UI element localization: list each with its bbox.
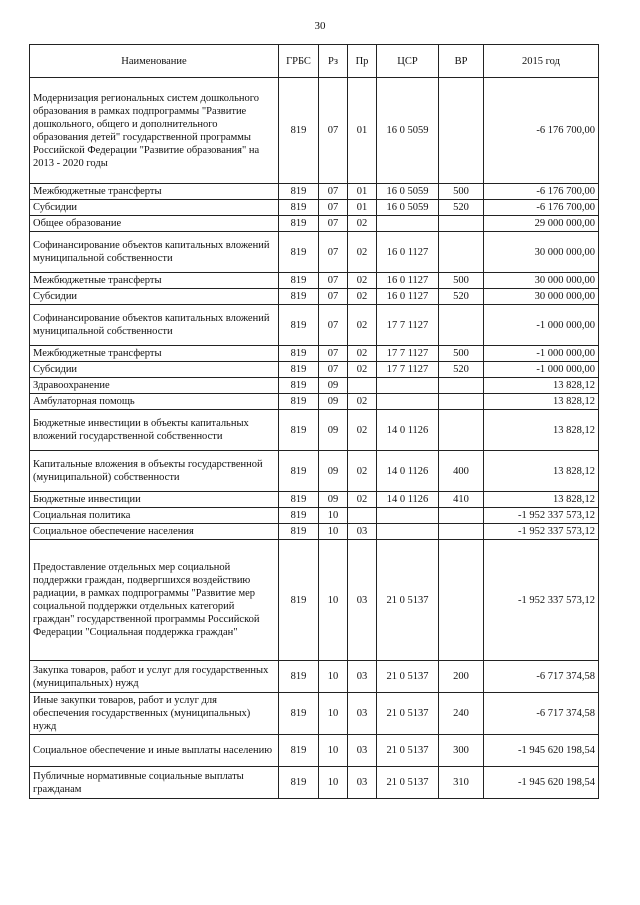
cell-pr: 02	[348, 492, 377, 508]
table-row	[30, 200, 599, 216]
cell-amount: -6 717 374,58	[484, 661, 599, 693]
cell-amount: -1 945 620 198,54	[484, 767, 599, 799]
cell-vr: 500	[439, 273, 484, 289]
cell-csr: 16 0 1127	[377, 273, 439, 289]
cell-vr	[439, 216, 484, 232]
cell-grbs: 819	[279, 410, 319, 451]
cell-name: Субсидии	[30, 362, 279, 378]
cell-rz: 10	[319, 661, 348, 693]
table-row	[30, 394, 599, 410]
cell-pr: 03	[348, 767, 377, 799]
table-row	[30, 540, 599, 661]
cell-csr: 14 0 1126	[377, 410, 439, 451]
cell-amount: -1 945 620 198,54	[484, 735, 599, 767]
table-row	[30, 767, 599, 799]
cell-amount: -1 000 000,00	[484, 305, 599, 346]
cell-name: Межбюджетные трансферты	[30, 346, 279, 362]
cell-csr: 21 0 5137	[377, 661, 439, 693]
cell-rz: 09	[319, 410, 348, 451]
cell-grbs: 819	[279, 184, 319, 200]
cell-amount: -1 952 337 573,12	[484, 508, 599, 524]
cell-csr: 16 0 5059	[377, 78, 439, 184]
cell-vr: 520	[439, 289, 484, 305]
table-row	[30, 273, 599, 289]
header-csr: ЦСР	[377, 45, 439, 78]
cell-amount: -6 176 700,00	[484, 78, 599, 184]
cell-rz: 10	[319, 767, 348, 799]
table-row	[30, 346, 599, 362]
cell-amount: -1 000 000,00	[484, 346, 599, 362]
cell-csr: 14 0 1126	[377, 451, 439, 492]
cell-pr: 02	[348, 362, 377, 378]
cell-csr	[377, 216, 439, 232]
cell-csr: 17 7 1127	[377, 362, 439, 378]
cell-amount: 13 828,12	[484, 492, 599, 508]
cell-amount: 13 828,12	[484, 394, 599, 410]
cell-vr: 300	[439, 735, 484, 767]
cell-amount: 13 828,12	[484, 378, 599, 394]
cell-csr: 21 0 5137	[377, 735, 439, 767]
cell-amount: -1 952 337 573,12	[484, 540, 599, 661]
cell-pr: 02	[348, 305, 377, 346]
table-row	[30, 524, 599, 540]
cell-pr: 02	[348, 232, 377, 273]
header-name: Наименование	[30, 45, 279, 78]
cell-name: Модернизация региональных систем дошкольного образования в рамках подпрограммы "Развитие дошкольного, общего и дополнительного образования детей" государственной программы Российской Федерации "Развитие образования" на 2013 - 2020 годы	[30, 78, 279, 184]
cell-name: Амбулаторная помощь	[30, 394, 279, 410]
cell-csr: 16 0 5059	[377, 200, 439, 216]
cell-grbs: 819	[279, 492, 319, 508]
cell-name: Закупка товаров, работ и услуг для государственных (муниципальных) нужд	[30, 661, 279, 693]
cell-amount: 13 828,12	[484, 410, 599, 451]
cell-name: Публичные нормативные социальные выплаты гражданам	[30, 767, 279, 799]
cell-grbs: 819	[279, 508, 319, 524]
cell-csr: 17 7 1127	[377, 305, 439, 346]
cell-csr: 17 7 1127	[377, 346, 439, 362]
cell-vr	[439, 410, 484, 451]
cell-amount: 30 000 000,00	[484, 232, 599, 273]
cell-vr: 500	[439, 346, 484, 362]
cell-name: Общее образование	[30, 216, 279, 232]
cell-pr: 03	[348, 735, 377, 767]
cell-rz: 09	[319, 394, 348, 410]
cell-vr: 240	[439, 693, 484, 735]
cell-vr: 520	[439, 362, 484, 378]
cell-pr: 01	[348, 78, 377, 184]
cell-amount: -6 176 700,00	[484, 200, 599, 216]
cell-pr: 02	[348, 273, 377, 289]
cell-vr	[439, 394, 484, 410]
cell-vr	[439, 524, 484, 540]
header-grbs: ГРБС	[279, 45, 319, 78]
header-pr: Пр	[348, 45, 377, 78]
cell-pr: 03	[348, 524, 377, 540]
cell-vr: 410	[439, 492, 484, 508]
cell-vr	[439, 305, 484, 346]
cell-rz: 10	[319, 693, 348, 735]
cell-pr: 01	[348, 200, 377, 216]
cell-name: Социальное обеспечение и иные выплаты населению	[30, 735, 279, 767]
cell-rz: 10	[319, 540, 348, 661]
cell-grbs: 819	[279, 232, 319, 273]
cell-rz: 09	[319, 378, 348, 394]
cell-pr: 03	[348, 693, 377, 735]
cell-rz: 07	[319, 184, 348, 200]
cell-grbs: 819	[279, 693, 319, 735]
cell-vr	[439, 378, 484, 394]
cell-pr: 03	[348, 540, 377, 661]
cell-pr: 01	[348, 184, 377, 200]
cell-amount: -6 176 700,00	[484, 184, 599, 200]
cell-csr: 16 0 1127	[377, 289, 439, 305]
cell-grbs: 819	[279, 216, 319, 232]
cell-csr	[377, 394, 439, 410]
cell-pr: 02	[348, 216, 377, 232]
cell-grbs: 819	[279, 289, 319, 305]
cell-name: Предоставление отдельных мер социальной поддержки граждан, подвергшихся воздействию радиации, в рамках подпрограммы "Развитие мер социальной поддержки отдельных категорий граждан" государственной программы Российской Федерации "Социальная поддержка граждан"	[30, 540, 279, 661]
cell-pr: 02	[348, 451, 377, 492]
cell-grbs: 819	[279, 540, 319, 661]
table-row	[30, 216, 599, 232]
cell-grbs: 819	[279, 346, 319, 362]
cell-rz: 10	[319, 524, 348, 540]
table-row	[30, 508, 599, 524]
cell-vr	[439, 78, 484, 184]
cell-name: Субсидии	[30, 289, 279, 305]
cell-name: Бюджетные инвестиции в объекты капитальных вложений государственной собственности	[30, 410, 279, 451]
table-row	[30, 378, 599, 394]
cell-name: Социальное обеспечение населения	[30, 524, 279, 540]
cell-pr: 03	[348, 661, 377, 693]
cell-vr: 500	[439, 184, 484, 200]
cell-rz: 09	[319, 492, 348, 508]
budget-table	[29, 44, 599, 799]
cell-pr	[348, 378, 377, 394]
cell-name: Софинансирование объектов капитальных вложений муниципальной собственности	[30, 232, 279, 273]
cell-amount: 30 000 000,00	[484, 273, 599, 289]
cell-amount: 13 828,12	[484, 451, 599, 492]
table-row	[30, 184, 599, 200]
cell-name: Здравоохранение	[30, 378, 279, 394]
cell-csr: 16 0 1127	[377, 232, 439, 273]
cell-csr: 21 0 5137	[377, 540, 439, 661]
cell-grbs: 819	[279, 451, 319, 492]
table-row	[30, 410, 599, 451]
cell-pr: 02	[348, 346, 377, 362]
cell-amount: 30 000 000,00	[484, 289, 599, 305]
table-row	[30, 362, 599, 378]
table-row	[30, 693, 599, 735]
table-row	[30, 451, 599, 492]
page-number: 30	[314, 20, 326, 32]
cell-name: Субсидии	[30, 200, 279, 216]
table-row	[30, 735, 599, 767]
header-vr: ВР	[439, 45, 484, 78]
cell-rz: 07	[319, 305, 348, 346]
cell-grbs: 819	[279, 378, 319, 394]
table-row	[30, 492, 599, 508]
cell-grbs: 819	[279, 273, 319, 289]
cell-grbs: 819	[279, 661, 319, 693]
cell-rz: 07	[319, 289, 348, 305]
cell-vr	[439, 508, 484, 524]
cell-vr: 400	[439, 451, 484, 492]
table-row	[30, 78, 599, 184]
cell-vr: 520	[439, 200, 484, 216]
cell-grbs: 819	[279, 78, 319, 184]
cell-pr	[348, 508, 377, 524]
cell-grbs: 819	[279, 200, 319, 216]
cell-csr: 21 0 5137	[377, 693, 439, 735]
cell-grbs: 819	[279, 735, 319, 767]
header-rz: Рз	[319, 45, 348, 78]
table-header-row	[30, 45, 599, 78]
cell-csr: 14 0 1126	[377, 492, 439, 508]
cell-name: Софинансирование объектов капитальных вложений муниципальной собственности	[30, 305, 279, 346]
cell-rz: 09	[319, 451, 348, 492]
cell-vr	[439, 540, 484, 661]
cell-name: Бюджетные инвестиции	[30, 492, 279, 508]
cell-rz: 07	[319, 346, 348, 362]
cell-csr: 21 0 5137	[377, 767, 439, 799]
cell-name: Капитальные вложения в объекты государственной (муниципальной) собственности	[30, 451, 279, 492]
cell-rz: 07	[319, 216, 348, 232]
table-row	[30, 289, 599, 305]
cell-name: Иные закупки товаров, работ и услуг для обеспечения государственных (муниципальных) нужд	[30, 693, 279, 735]
cell-rz: 07	[319, 362, 348, 378]
cell-rz: 07	[319, 273, 348, 289]
cell-name: Социальная политика	[30, 508, 279, 524]
table-row	[30, 305, 599, 346]
cell-amount: -6 717 374,58	[484, 693, 599, 735]
cell-pr: 02	[348, 410, 377, 451]
header-year-2015: 2015 год	[484, 45, 599, 78]
table-row	[30, 232, 599, 273]
cell-amount: -1 000 000,00	[484, 362, 599, 378]
cell-amount: 29 000 000,00	[484, 216, 599, 232]
cell-vr	[439, 232, 484, 273]
cell-csr	[377, 378, 439, 394]
cell-pr: 02	[348, 394, 377, 410]
cell-amount: -1 952 337 573,12	[484, 524, 599, 540]
cell-vr: 310	[439, 767, 484, 799]
cell-rz: 07	[319, 78, 348, 184]
cell-grbs: 819	[279, 524, 319, 540]
cell-csr	[377, 524, 439, 540]
cell-name: Межбюджетные трансферты	[30, 184, 279, 200]
cell-vr: 200	[439, 661, 484, 693]
cell-csr	[377, 508, 439, 524]
table-row	[30, 661, 599, 693]
cell-grbs: 819	[279, 767, 319, 799]
cell-rz: 07	[319, 200, 348, 216]
cell-name: Межбюджетные трансферты	[30, 273, 279, 289]
cell-grbs: 819	[279, 362, 319, 378]
cell-rz: 07	[319, 232, 348, 273]
cell-csr: 16 0 5059	[377, 184, 439, 200]
cell-pr: 02	[348, 289, 377, 305]
cell-rz: 10	[319, 508, 348, 524]
cell-grbs: 819	[279, 394, 319, 410]
cell-rz: 10	[319, 735, 348, 767]
cell-grbs: 819	[279, 305, 319, 346]
